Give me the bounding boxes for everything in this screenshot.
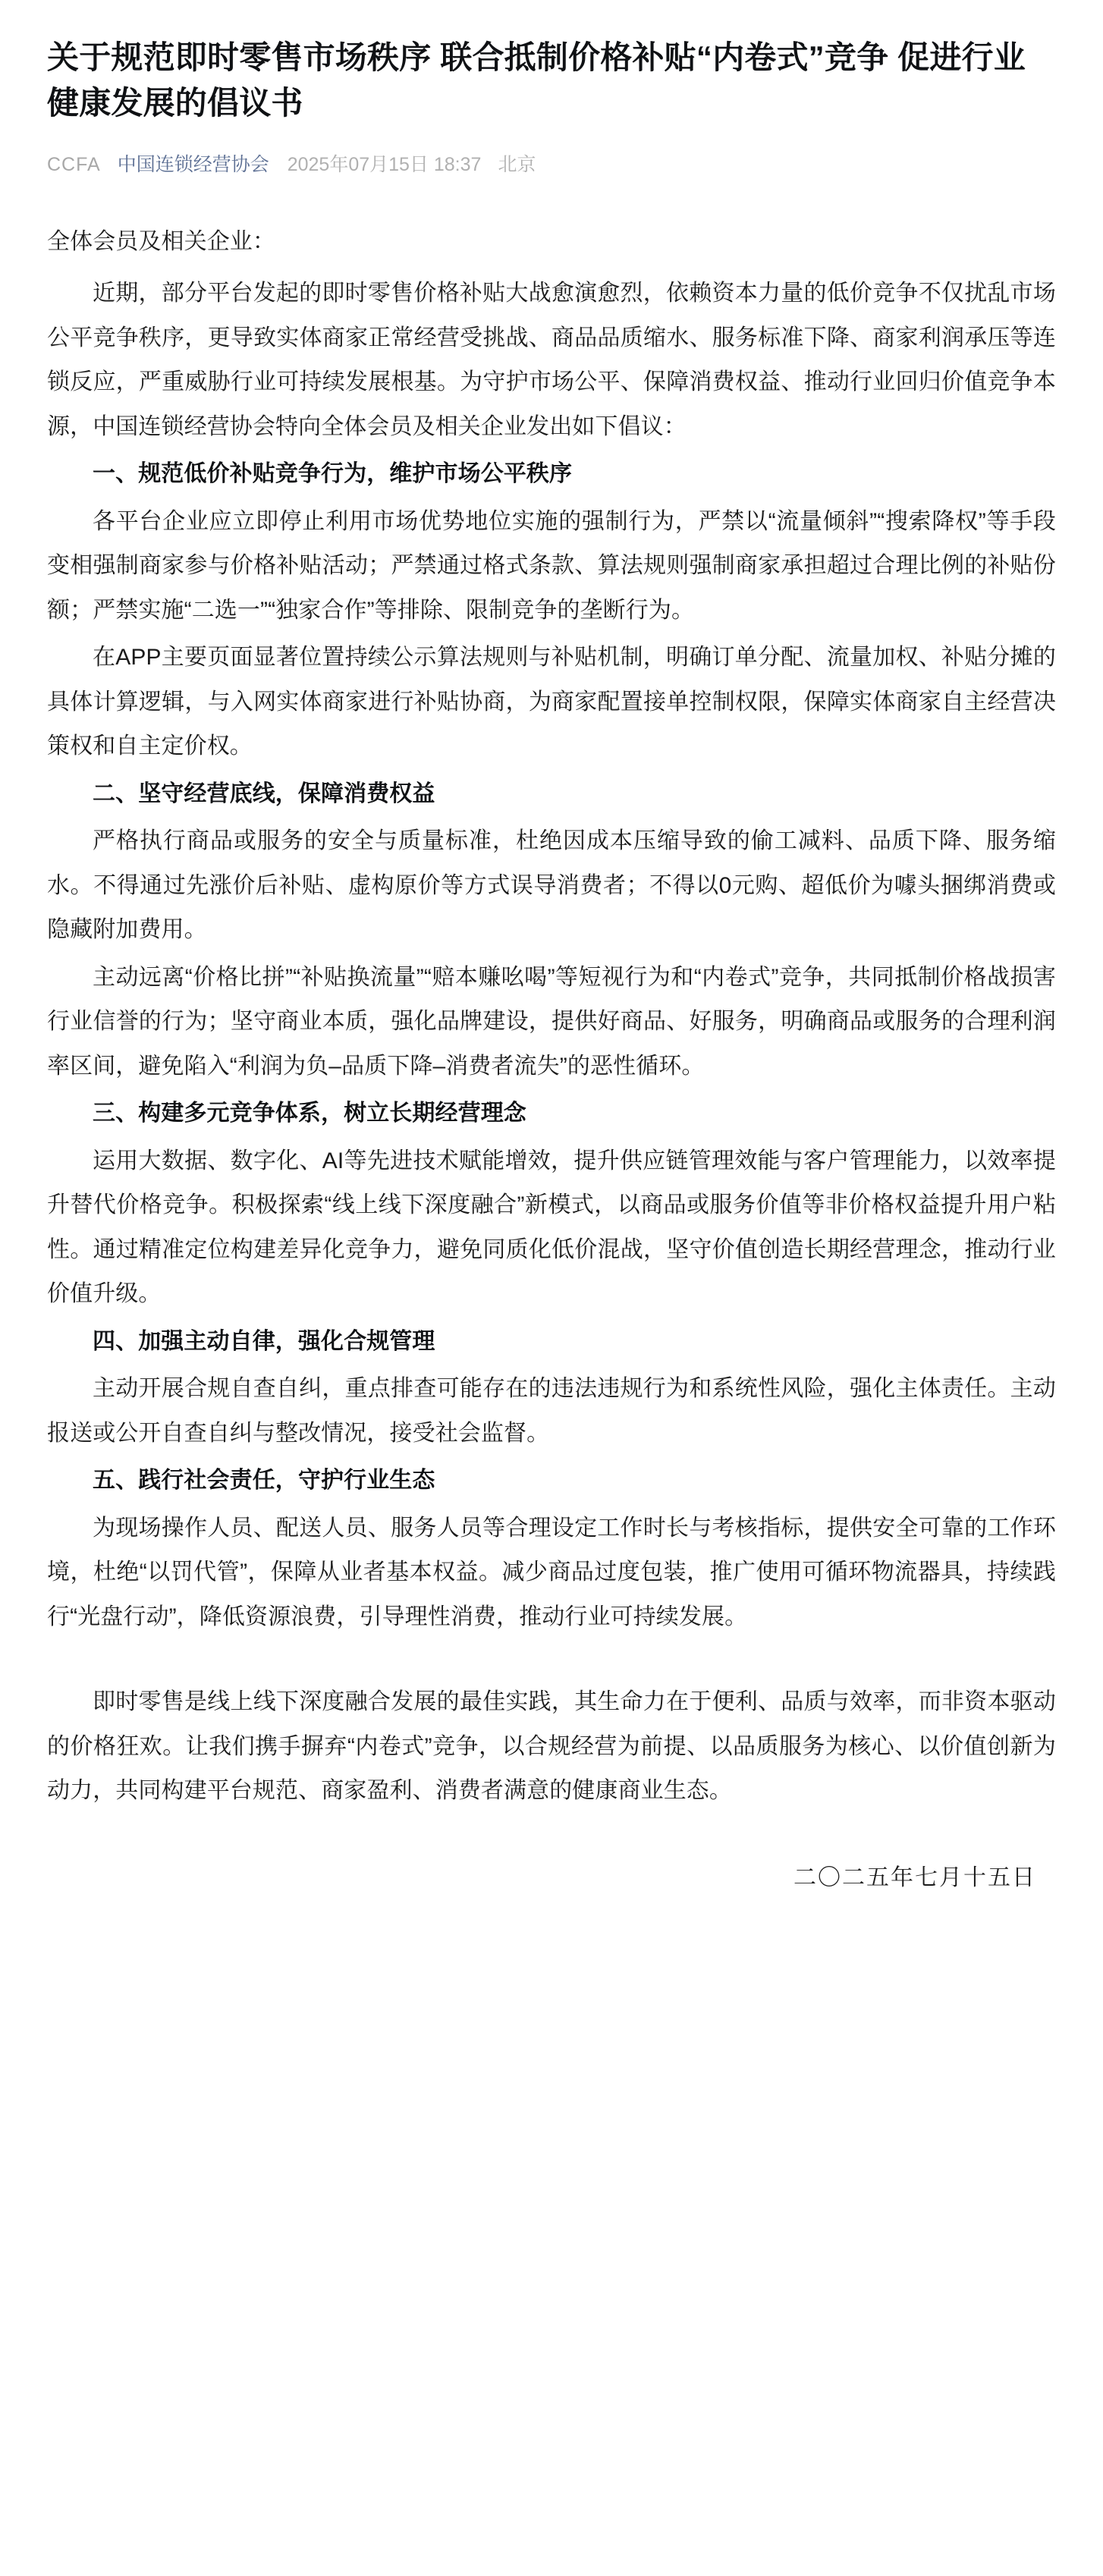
section-heading: 五、践行社会责任，守护行业生态 (93, 1468, 435, 1494)
article-header (0, 0, 1103, 177)
paragraph-list (47, 272, 1056, 1814)
body-paragraph: 主动远离“价格比拼”“补贴换流量”“赔本赚吆喝”等短视行为和“内卷式”竞争，共同抵制价格战损害行业信誉的行为；坚守商业本质，强化品牌建设，提供好商品、好服务，明确商品或服务的合理利润率区间，避免陷入“利润为负–品质下降–消费者流失”的恶性循环。 (47, 964, 1056, 1079)
article-meta (47, 152, 1056, 177)
section-heading: 四、加强主动自律，强化合规管理 (93, 1328, 435, 1354)
signature-block (0, 1817, 1103, 1954)
body-paragraph: 运用大数据、数字化、AI等先进技术赋能增效，提升供应链管理效能与客户管理能力，以效率提升替代价格竞争。积极探索“线上线下深度融合”新模式，以商品或服务价值等非价格权益提升用户粘性。通过精准定位构建差异化竞争力，避免同质化低价混战，坚守价值创造长期经营理念，推动行业价值升级。 (47, 1148, 1056, 1307)
body-paragraph: 在APP主要页面显著位置持续公示算法规则与补贴机制，明确订单分配、流量加权、补贴分摊的具体计算逻辑，与入网实体商家进行补贴协商，为商家配置接单控制权限，保障实体商家自主经营决策权和自主定价权。 (47, 645, 1056, 759)
meta-account-name[interactable]: 中国连锁经营协会 (117, 154, 269, 176)
meta-source-code: CCFA (47, 154, 101, 176)
signature-date: 二〇二五年七月十五日 (793, 1864, 1036, 1890)
body-paragraph: 主动开展合规自查自纠，重点排查可能存在的违法违规行为和系统性风险，强化主体责任。主动报送或公开自查自纠与整改情况，接受社会监督。 (47, 1376, 1056, 1446)
body-paragraph: 近期，部分平台发起的即时零售价格补贴大战愈演愈烈，依赖资本力量的低价竞争不仅扰乱市场公平竞争秩序，更导致实体商家正常经营受挑战、商品品质缩水、服务标准下降、商家利润承压等连锁反应，严重威胁行业可持续发展根基。为守护市场公平、保障消费权益、推动行业回归价值竞争本源，中国连锁经营协会特向全体会员及相关企业发出如下倡议： (47, 281, 1056, 439)
meta-location: 北京 (498, 154, 536, 176)
meta-datetime: 2025年07月15日 18:37 (287, 154, 482, 176)
page-title: 关于规范即时零售市场秩序 联合抵制价格补贴“内卷式”竞争 促进行业健康发展的倡议书 (47, 39, 1026, 121)
section-heading: 一、规范低价补贴竞争行为，维护市场公平秩序 (93, 461, 573, 487)
body-paragraph: 为现场操作人员、配送人员、服务人员等合理设定工作时长与考核指标，提供安全可靠的工作环境，杜绝“以罚代管”，保障从业者基本权益。减少商品过度包装，推广使用可循环物流器具，持续践行“光盘行动”，降低资源浪费，引导理性消费，推动行业可持续发展。 (47, 1515, 1056, 1629)
body-paragraph: 即时零售是线上线下深度融合发展的最佳实践，其生命力在于便利、品质与效率，而非资本驱动的价格狂欢。让我们携手摒弃“内卷式”竞争，以合规经营为前提、以品质服务为核心、以价值创新为动力，共同构建平台规范、商家盈利、消费者满意的健康商业生态。 (47, 1689, 1056, 1804)
salutation: 全体会员及相关企业： (47, 228, 275, 254)
body-paragraph: 严格执行商品或服务的安全与质量标准，杜绝因成本压缩导致的偷工减料、品质下降、服务缩水。不得通过先涨价后补贴、虚构原价等方式误导消费者；不得以0元购、超低价为噱头捆绑消费或隐藏附加费用。 (47, 828, 1056, 943)
body-paragraph: 各平台企业应立即停止利用市场优势地位实施的强制行为，严禁以“流量倾斜”“搜索降权”等手段变相强制商家参与价格补贴活动；严禁通过格式条款、算法规则强制商家承担超过合理比例的补贴份额；严禁实施“二选一”“独家合作”等排除、限制竞争的垄断行为。 (47, 508, 1056, 623)
section-heading: 二、坚守经营底线，保障消费权益 (93, 781, 435, 806)
article-body (0, 177, 1103, 1814)
section-heading: 三、构建多元竞争体系，树立长期经营理念 (93, 1101, 526, 1126)
